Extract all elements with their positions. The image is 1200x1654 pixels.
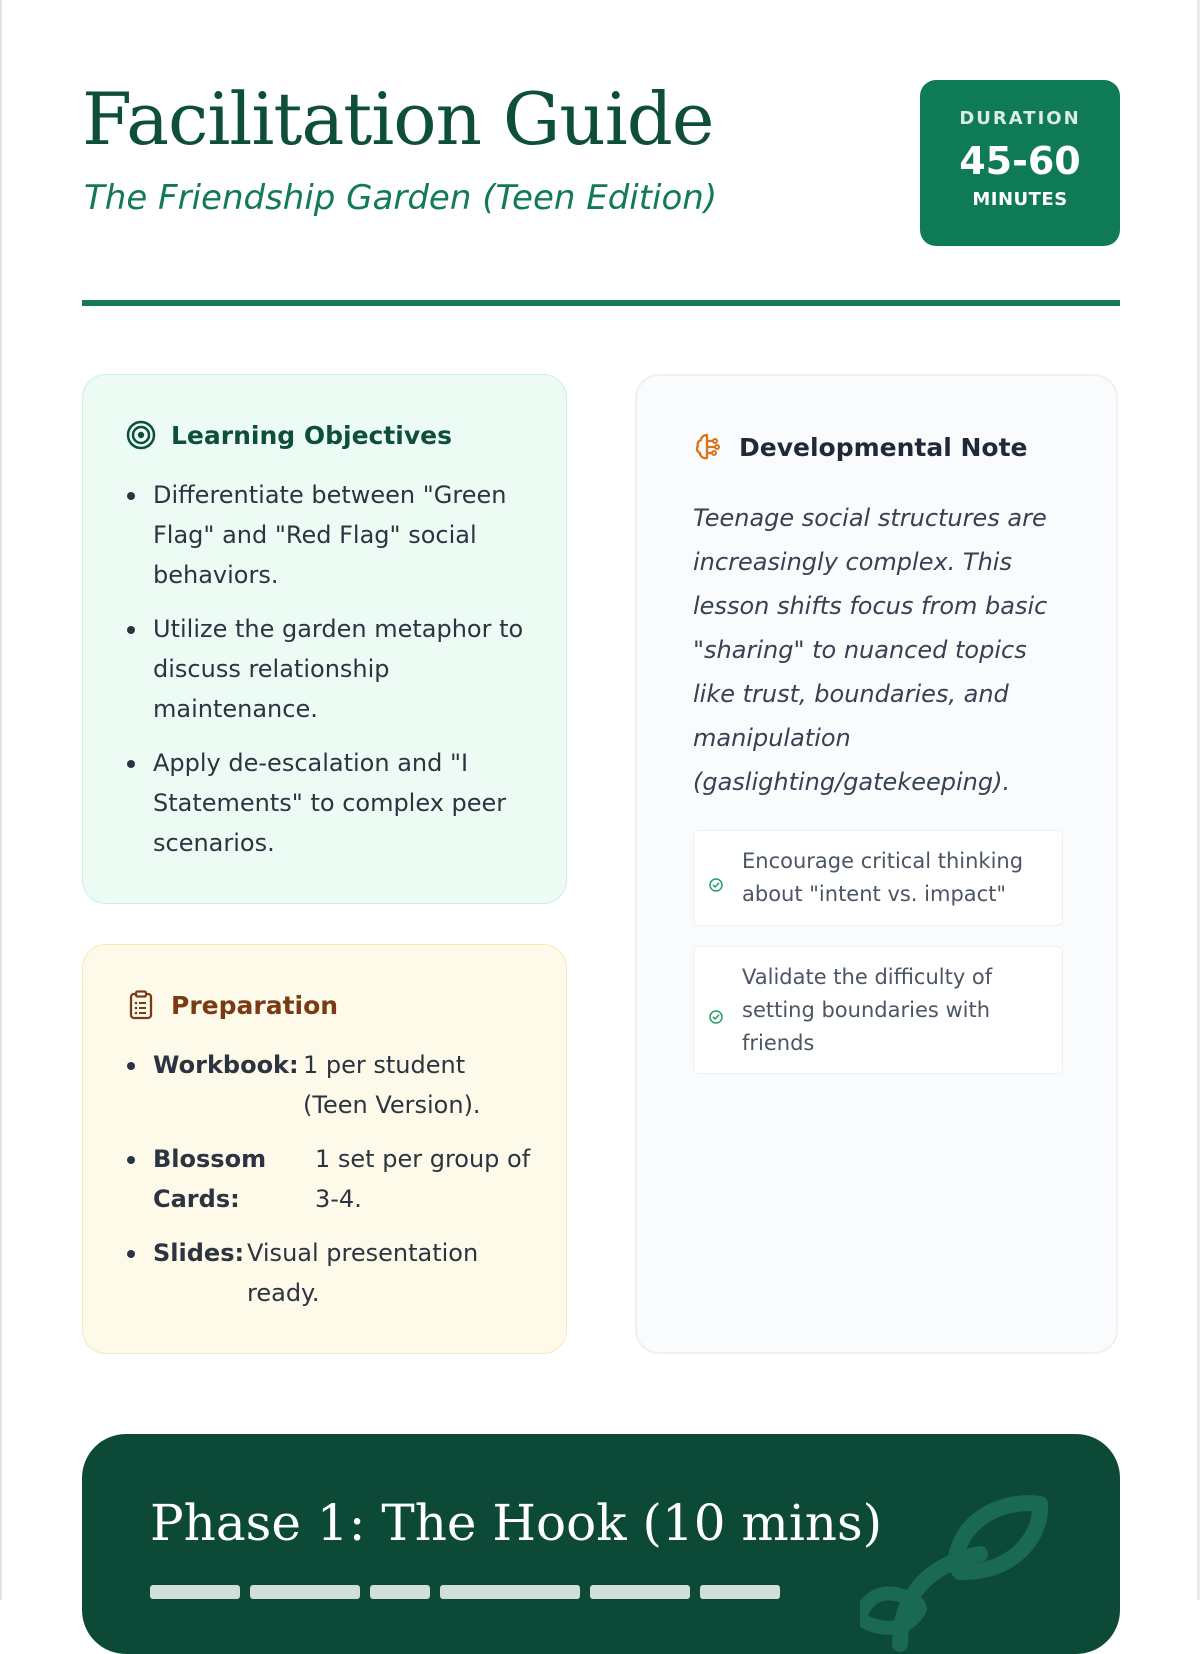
prep-item-workbook xyxy=(125,1045,536,1125)
prep-item-slides xyxy=(125,1233,536,1313)
page-header xyxy=(82,78,1120,248)
developmental-note-body: Teenage social structures are increasingly complex. This lesson shifts focus from basic "sharing" to nuanced topics like trust, boundaries, and manipulation (gaslighting/gatekeeping). xyxy=(693,504,1048,796)
duration-value: 45-60 xyxy=(959,139,1081,183)
note-point xyxy=(693,946,1063,1074)
learning-objectives-card xyxy=(82,374,567,904)
sprout-icon xyxy=(860,1494,1050,1654)
objective-item: Differentiate between "Green Flag" and "Red Flag" social behaviors. xyxy=(125,475,536,595)
phase-1-intro-text-clipped xyxy=(150,1584,850,1604)
objective-item: Apply de-escalation and "I Statements" to complex peer scenarios. xyxy=(125,743,536,863)
prep-key: Blossom Cards: xyxy=(153,1145,267,1213)
objectives-list xyxy=(125,475,536,877)
brain-icon xyxy=(693,431,725,463)
developmental-note-card xyxy=(635,374,1118,1354)
preparation-title: Preparation xyxy=(171,990,339,1020)
check-circle-icon xyxy=(708,870,724,886)
note-point xyxy=(693,830,1063,926)
duration-label: DURATION xyxy=(959,108,1081,129)
learning-objectives-title: Learning Objectives xyxy=(171,420,452,450)
developmental-note-heading xyxy=(693,431,1028,463)
check-circle-icon xyxy=(708,1002,724,1018)
note-point-text: Encourage critical thinking about "intent vs. impact" xyxy=(742,849,1024,906)
target-icon xyxy=(125,419,157,451)
objective-item: Utilize the garden metaphor to discuss relationship maintenance. xyxy=(125,609,536,729)
header-divider xyxy=(82,300,1120,306)
prep-key: Workbook: xyxy=(153,1051,299,1079)
duration-badge xyxy=(920,80,1120,246)
prep-key: Slides: xyxy=(153,1239,245,1267)
prep-value: Visual presentation ready. xyxy=(247,1239,479,1307)
preparation-heading xyxy=(125,989,338,1021)
preparation-card xyxy=(82,944,567,1354)
phase-1-section xyxy=(82,1434,1120,1654)
page-edge xyxy=(0,0,2,1600)
preparation-list xyxy=(125,1045,536,1327)
note-point-text: Validate the difficulty of setting boundaries with friends xyxy=(742,965,993,1055)
page-title: Facilitation Guide xyxy=(82,77,714,161)
phase-1-title: Phase 1: The Hook (10 mins) xyxy=(150,1494,883,1552)
prep-item-blossom-cards xyxy=(125,1139,536,1219)
prep-value: 1 set per group of 3-4. xyxy=(315,1145,531,1213)
duration-unit: MINUTES xyxy=(972,189,1068,210)
clipboard-icon xyxy=(125,989,157,1021)
page-subtitle: The Friendship Garden (Teen Edition) xyxy=(84,178,718,218)
developmental-note-title: Developmental Note xyxy=(739,432,1028,462)
learning-objectives-heading xyxy=(125,419,452,451)
prep-value: 1 per student (Teen Version). xyxy=(303,1051,481,1119)
